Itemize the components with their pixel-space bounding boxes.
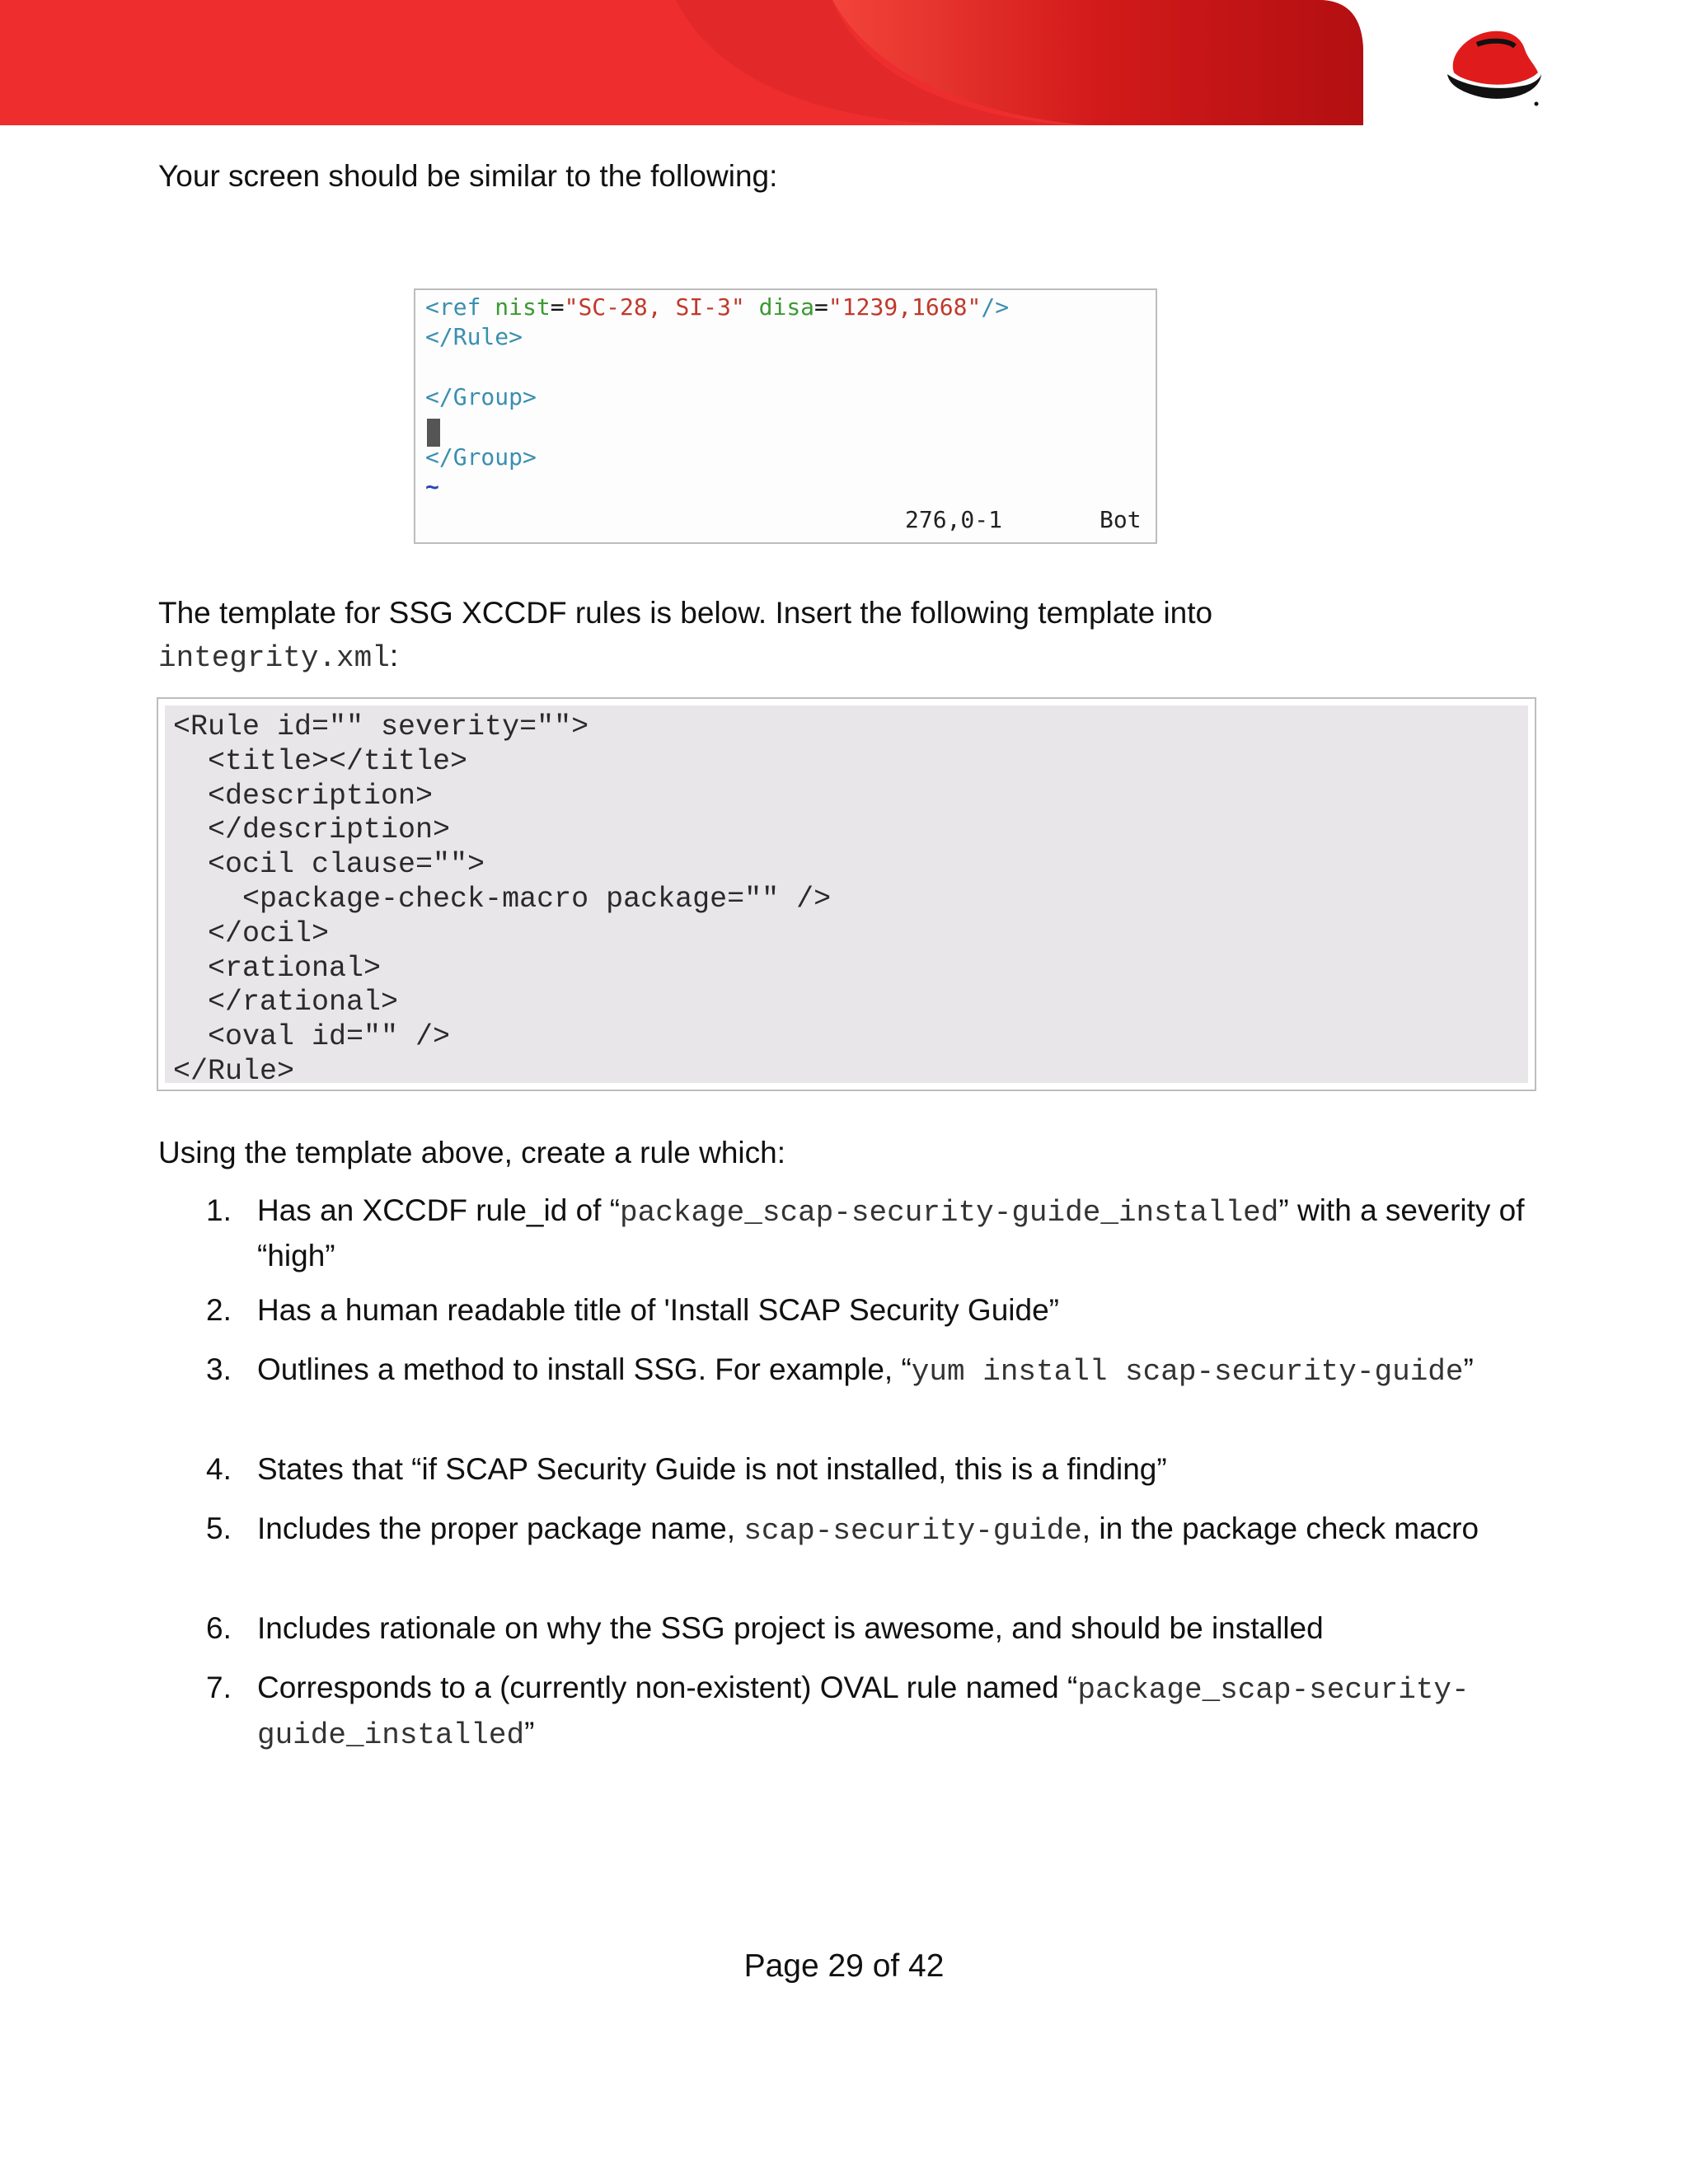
terminal-tilde: ~ [425, 473, 439, 500]
code-line: </rational> [173, 986, 399, 1019]
list-number: 6. [206, 1611, 232, 1645]
terminal-line-rule-close: </Rule> [425, 323, 523, 350]
list-code: package_scap-security-guide_installed [620, 1196, 1279, 1230]
list-code: package_scap-security-guide_installed [257, 1673, 1470, 1752]
code-template-box [157, 697, 1536, 1091]
list-item [206, 1189, 1541, 1277]
nist-value: "SC-28, SI-3" [564, 293, 745, 321]
code-line: <title></title> [173, 744, 468, 778]
list-text: ” [524, 1716, 535, 1750]
header-banner [0, 0, 1688, 125]
list-text: States that “if SCAP Security Guide is not installed, this is a finding” [257, 1452, 1167, 1486]
list-number: 5. [206, 1511, 232, 1545]
code-line: <rational> [173, 951, 382, 985]
template-filename: integrity.xml [158, 641, 390, 675]
terminal-line-ref [425, 293, 1009, 321]
list-text: ” with a severity of “high” [257, 1193, 1525, 1272]
red-hat-logo-icon [1444, 21, 1543, 107]
list-item [206, 1666, 1541, 1757]
template-paragraph [158, 592, 1559, 680]
list-text: , in the package check macro [1081, 1511, 1479, 1545]
list-text: Has an XCCDF rule_id of “ [257, 1193, 621, 1227]
list-text: Has a human readable title of 'Install SCAP Security Guide” [257, 1293, 1059, 1327]
list-text: Includes the proper package name, [257, 1511, 744, 1545]
code-line: </description> [173, 813, 451, 847]
terminal-line-group-close-2: </Group> [425, 443, 537, 471]
list-number: 1. [206, 1193, 232, 1227]
code-line: <oval id="" /> [173, 1020, 451, 1054]
code-line: <Rule id="" severity=""> [173, 710, 589, 743]
equals-sign: = [814, 293, 828, 321]
code-line: <description> [173, 779, 434, 813]
list-code: yum install scap-security-guide [911, 1355, 1464, 1389]
list-item [206, 1607, 1541, 1650]
disa-value: "1239,1668" [828, 293, 982, 321]
list-item [206, 1448, 1541, 1491]
list-intro: Using the template above, create a rule which: [158, 1136, 785, 1169]
code-line: </Rule> [173, 1054, 295, 1088]
template-colon: : [389, 639, 399, 673]
list-number: 2. [206, 1293, 232, 1327]
list-item [206, 1348, 1541, 1394]
page-number: Page 29 of 42 [743, 1948, 945, 1984]
list-text: Outlines a method to install SSG. For example, “ [257, 1352, 912, 1386]
ref-close: /> [981, 293, 1010, 321]
intro-text: Your screen should be similar to the following: [158, 159, 778, 193]
list-number: 3. [206, 1352, 232, 1386]
terminal-line-group-close: </Group> [425, 383, 537, 410]
equals-sign: = [550, 293, 565, 321]
terminal-status-position: 276,0-1 [905, 506, 1003, 533]
list-number: 7. [206, 1671, 232, 1704]
terminal-screenshot [414, 288, 1157, 544]
list-item [206, 1289, 1541, 1332]
terminal-cursor [427, 419, 440, 447]
ref-tag: <ref [425, 293, 495, 321]
code-line: <package-check-macro package="" /> [173, 882, 832, 916]
list-text: ” [1463, 1352, 1474, 1386]
code-template-body [165, 705, 1528, 1088]
template-text: The template for SSG XCCDF rules is below. Insert the following template into [158, 596, 1213, 630]
code-line: <ocil clause=""> [173, 848, 485, 882]
nist-attr: nist [495, 293, 551, 321]
list-item [206, 1507, 1541, 1553]
disa-attr: disa [744, 293, 815, 321]
list-text: Includes rationale on why the SSG project is awesome, and should be installed [257, 1611, 1324, 1645]
terminal-status-mode: Bot [1100, 506, 1142, 533]
list-number: 4. [206, 1452, 232, 1486]
list-code: scap-security-guide [743, 1514, 1082, 1548]
list-text: Corresponds to a (currently non-existent) OVAL rule named “ [257, 1671, 1078, 1704]
code-line: </ocil> [173, 916, 330, 950]
